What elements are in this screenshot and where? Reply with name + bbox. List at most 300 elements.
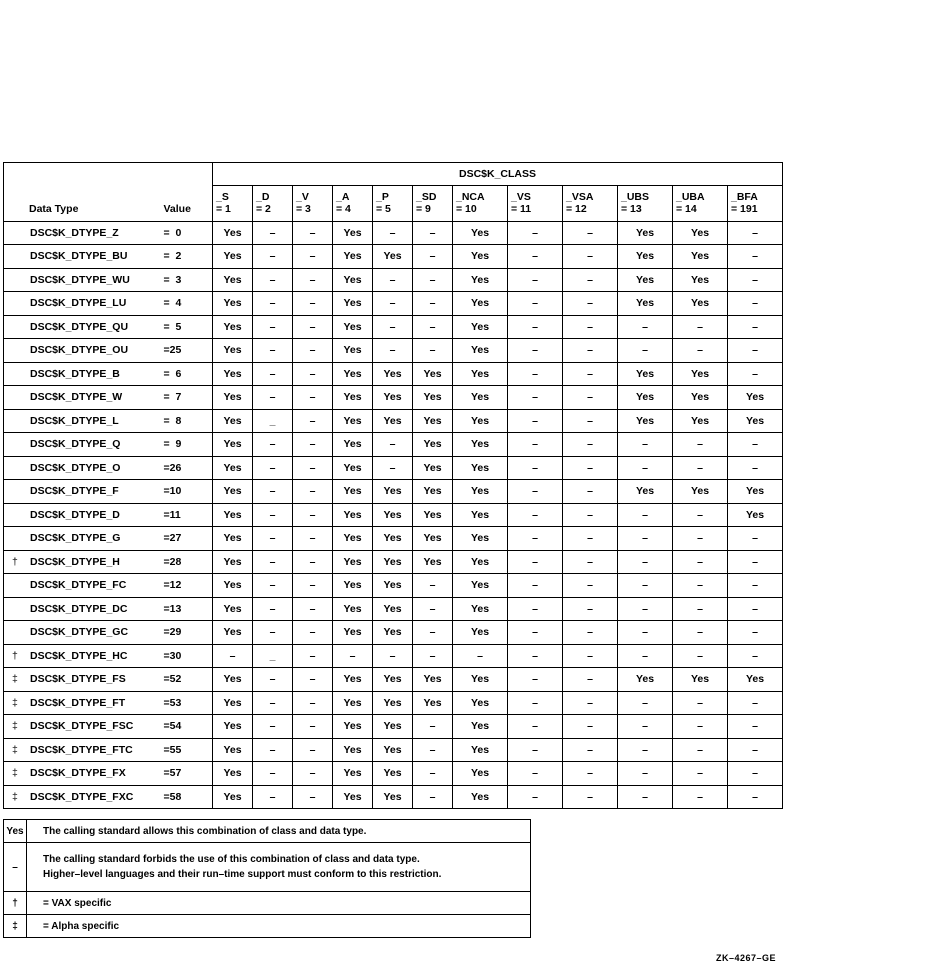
combination-cell: Yes: [673, 668, 728, 692]
combination-cell: Yes: [213, 785, 253, 809]
data-type-name: DSC$K_DTYPE_Q: [30, 438, 121, 451]
combination-cell: –: [673, 644, 728, 668]
data-type-name: DSC$K_DTYPE_L: [30, 414, 119, 427]
combination-cell: –: [293, 245, 333, 269]
combination-cell: –: [508, 668, 563, 692]
combination-cell: –: [618, 691, 673, 715]
combination-cell: –: [618, 715, 673, 739]
data-type-name: DSC$K_DTYPE_FSC: [30, 720, 134, 733]
combination-cell: Yes: [213, 550, 253, 574]
table-row: [4, 245, 783, 269]
class-name: _BFA: [731, 191, 758, 204]
combination-cell: –: [373, 339, 413, 363]
legend-line: = Alpha specific: [43, 920, 120, 932]
combination-cell: –: [373, 644, 413, 668]
combination-cell: –: [563, 668, 618, 692]
class-value: = 1: [216, 203, 231, 216]
table-row: [4, 339, 783, 363]
data-type-name: DSC$K_DTYPE_F: [30, 485, 119, 498]
combination-cell: –: [673, 597, 728, 621]
combination-cell: Yes: [333, 691, 373, 715]
combination-cell: –: [673, 433, 728, 457]
combination-cell: Yes: [213, 362, 253, 386]
combination-cell: Yes: [453, 386, 508, 410]
table-row: [4, 762, 783, 786]
combination-cell: Yes: [333, 221, 373, 245]
combination-cell: Yes: [673, 480, 728, 504]
table-row: [4, 738, 783, 762]
combination-cell: –: [563, 409, 618, 433]
table-row: [4, 785, 783, 809]
combination-cell: Yes: [373, 574, 413, 598]
combination-cell: –: [508, 574, 563, 598]
platform-mark: ‡: [12, 743, 18, 756]
table-row: [4, 221, 783, 245]
combination-cell: –: [508, 315, 563, 339]
class-header-vsa: [563, 186, 618, 222]
combination-cell: Yes: [373, 362, 413, 386]
combination-cell: Yes: [333, 715, 373, 739]
combination-cell: Yes: [453, 691, 508, 715]
legend-text: [27, 843, 531, 892]
class-header-s: [213, 186, 253, 222]
combination-cell: Yes: [333, 527, 373, 551]
data-type-name: DSC$K_DTYPE_H: [30, 555, 120, 568]
combination-cell: –: [413, 292, 453, 316]
legend-row: [4, 892, 531, 915]
class-name: _UBA: [676, 191, 705, 204]
combination-cell: –: [563, 644, 618, 668]
data-type-name: DSC$K_DTYPE_BU: [30, 250, 128, 263]
class-name: _UBS: [621, 191, 650, 204]
combination-cell: Yes: [618, 362, 673, 386]
data-type-cell: [4, 550, 164, 574]
combination-cell: Yes: [413, 386, 453, 410]
legend-text: [27, 820, 531, 843]
combination-cell: Yes: [333, 292, 373, 316]
combination-cell: –: [673, 503, 728, 527]
table-row: [4, 691, 783, 715]
combination-cell: Yes: [618, 668, 673, 692]
combination-cell: –: [508, 409, 563, 433]
data-type-value: = 8: [164, 409, 213, 433]
combination-cell: –: [563, 503, 618, 527]
combination-cell: Yes: [333, 503, 373, 527]
combination-cell: –: [728, 762, 783, 786]
combination-cell: –: [293, 644, 333, 668]
combination-cell: –: [373, 292, 413, 316]
combination-cell: –: [728, 292, 783, 316]
data-type-name: DSC$K_DTYPE_O: [30, 461, 121, 474]
combination-cell: Yes: [673, 221, 728, 245]
class-header-ubs: [618, 186, 673, 222]
combination-cell: –: [253, 386, 293, 410]
combination-cell: –: [563, 691, 618, 715]
data-type-cell: [4, 268, 164, 292]
combination-cell: _: [253, 644, 293, 668]
class-header-d: [253, 186, 293, 222]
data-type-value: =26: [164, 456, 213, 480]
combination-cell: Yes: [333, 456, 373, 480]
combination-cell: –: [253, 362, 293, 386]
combination-cell: –: [293, 268, 333, 292]
class-group-header: DSC$K_CLASS: [213, 163, 783, 186]
combination-cell: –: [508, 386, 563, 410]
combination-cell: –: [673, 762, 728, 786]
combination-cell: Yes: [373, 762, 413, 786]
combination-cell: –: [563, 292, 618, 316]
combination-cell: –: [293, 550, 333, 574]
data-type-cell: [4, 785, 164, 809]
combination-cell: –: [563, 386, 618, 410]
combination-cell: –: [253, 550, 293, 574]
combination-cell: –: [293, 503, 333, 527]
combination-cell: –: [673, 574, 728, 598]
combination-cell: –: [728, 715, 783, 739]
combination-cell: Yes: [453, 574, 508, 598]
combination-cell: –: [563, 715, 618, 739]
combination-cell: –: [728, 785, 783, 809]
legend-text: [27, 915, 531, 938]
data-type-value: =30: [164, 644, 213, 668]
platform-mark: †: [12, 555, 18, 568]
data-type-value: = 9: [164, 433, 213, 457]
data-type-name: DSC$K_DTYPE_G: [30, 532, 121, 545]
combination-cell: –: [563, 550, 618, 574]
combination-cell: –: [728, 315, 783, 339]
data-type-value: = 5: [164, 315, 213, 339]
combination-cell: –: [728, 268, 783, 292]
legend-symbol: ‡: [4, 915, 27, 938]
data-type-name: DSC$K_DTYPE_LU: [30, 297, 127, 310]
class-value: = 2: [256, 203, 271, 216]
combination-cell: Yes: [453, 315, 508, 339]
combination-cell: –: [253, 715, 293, 739]
combination-cell: –: [293, 738, 333, 762]
platform-mark: ‡: [12, 696, 18, 709]
class-name: _NCA: [456, 191, 485, 204]
combination-cell: Yes: [213, 315, 253, 339]
combination-cell: –: [618, 339, 673, 363]
combination-cell: Yes: [333, 738, 373, 762]
combination-cell: –: [563, 221, 618, 245]
combination-cell: –: [293, 527, 333, 551]
combination-cell: –: [563, 738, 618, 762]
platform-mark: ‡: [12, 790, 18, 803]
combination-cell: Yes: [453, 621, 508, 645]
platform-mark: ‡: [12, 673, 18, 686]
data-type-name: DSC$K_DTYPE_FC: [30, 579, 127, 592]
table-row: [4, 574, 783, 598]
data-type-cell: [4, 644, 164, 668]
combination-cell: Yes: [453, 715, 508, 739]
combination-cell: Yes: [213, 245, 253, 269]
data-type-cell: [4, 315, 164, 339]
combination-cell: –: [293, 386, 333, 410]
data-type-name: DSC$K_DTYPE_W: [30, 391, 123, 404]
combination-cell: Yes: [213, 527, 253, 551]
combination-cell: Yes: [453, 738, 508, 762]
combination-cell: Yes: [213, 480, 253, 504]
combination-cell: –: [673, 621, 728, 645]
data-type-cell: [4, 456, 164, 480]
data-type-name: DSC$K_DTYPE_Z: [30, 226, 119, 239]
combination-cell: –: [563, 597, 618, 621]
data-type-name: DSC$K_DTYPE_WU: [30, 273, 130, 286]
legend-row: [4, 915, 531, 938]
combination-cell: –: [253, 668, 293, 692]
platform-mark: †: [12, 649, 18, 662]
combination-cell: Yes: [728, 480, 783, 504]
data-type-cell: [4, 386, 164, 410]
combination-cell: Yes: [333, 386, 373, 410]
data-type-name: DSC$K_DTYPE_FT: [30, 696, 126, 709]
combination-cell: Yes: [373, 785, 413, 809]
combination-cell: Yes: [213, 762, 253, 786]
data-type-value: =57: [164, 762, 213, 786]
data-type-name: DSC$K_DTYPE_FTC: [30, 743, 133, 756]
combination-cell: –: [293, 433, 333, 457]
combination-cell: Yes: [453, 292, 508, 316]
combination-cell: –: [728, 339, 783, 363]
data-type-name: DSC$K_DTYPE_OU: [30, 344, 129, 357]
combination-cell: –: [253, 456, 293, 480]
data-type-name: DSC$K_DTYPE_FX: [30, 767, 126, 780]
combination-cell: –: [453, 644, 508, 668]
combination-cell: Yes: [333, 621, 373, 645]
data-type-name: DSC$K_DTYPE_QU: [30, 320, 129, 333]
combination-cell: –: [508, 268, 563, 292]
combination-cell: –: [253, 292, 293, 316]
class-name: _P: [376, 191, 389, 204]
combination-cell: –: [413, 315, 453, 339]
combination-cell: Yes: [413, 691, 453, 715]
data-type-cell: [4, 245, 164, 269]
combination-cell: –: [413, 574, 453, 598]
combination-cell: –: [373, 268, 413, 292]
combination-cell: Yes: [213, 691, 253, 715]
combination-cell: Yes: [213, 503, 253, 527]
table-row: [4, 456, 783, 480]
combination-cell: Yes: [333, 597, 373, 621]
combination-cell: –: [728, 574, 783, 598]
combination-cell: –: [673, 715, 728, 739]
combination-cell: –: [413, 268, 453, 292]
legend-symbol: †: [4, 892, 27, 915]
combination-cell: Yes: [333, 409, 373, 433]
combination-cell: –: [293, 221, 333, 245]
combination-cell: –: [253, 762, 293, 786]
combination-cell: –: [673, 456, 728, 480]
combination-cell: –: [213, 644, 253, 668]
class-value: = 4: [336, 203, 351, 216]
combination-cell: Yes: [413, 668, 453, 692]
data-type-value: = 4: [164, 292, 213, 316]
combination-cell: Yes: [413, 527, 453, 551]
class-header-bfa: [728, 186, 783, 222]
combination-cell: –: [728, 456, 783, 480]
class-value: = 3: [296, 203, 311, 216]
combination-cell: –: [728, 362, 783, 386]
combination-cell: –: [413, 621, 453, 645]
class-name: _VS: [511, 191, 531, 204]
combination-cell: Yes: [373, 527, 413, 551]
combination-cell: –: [508, 456, 563, 480]
combination-cell: –: [508, 527, 563, 551]
combination-cell: –: [293, 362, 333, 386]
combination-cell: –: [563, 785, 618, 809]
combination-cell: Yes: [618, 292, 673, 316]
legend-row: [4, 820, 531, 843]
combination-cell: Yes: [728, 668, 783, 692]
combination-cell: –: [563, 621, 618, 645]
data-type-name: DSC$K_DTYPE_HC: [30, 649, 128, 662]
combination-cell: –: [293, 339, 333, 363]
class-name: _A: [336, 191, 350, 204]
combination-cell: –: [508, 644, 563, 668]
combination-cell: –: [618, 315, 673, 339]
combination-cell: Yes: [213, 621, 253, 645]
legend-line: Higher–level languages and their run–time support must conform to this restriction.: [43, 869, 442, 880]
combination-cell: Yes: [373, 691, 413, 715]
combination-cell: –: [618, 621, 673, 645]
class-name: _SD: [416, 191, 437, 204]
table-row: [4, 550, 783, 574]
combination-cell: –: [673, 691, 728, 715]
combination-cell: Yes: [213, 597, 253, 621]
combination-cell: –: [253, 574, 293, 598]
combination-cell: –: [508, 550, 563, 574]
combination-cell: –: [563, 480, 618, 504]
combination-cell: Yes: [213, 574, 253, 598]
combination-cell: –: [508, 339, 563, 363]
combination-cell: –: [728, 433, 783, 457]
combination-cell: –: [618, 644, 673, 668]
data-type-cell: [4, 574, 164, 598]
combination-cell: –: [618, 574, 673, 598]
class-value: = 11: [511, 203, 532, 216]
combination-cell: Yes: [373, 480, 413, 504]
table-row: [4, 527, 783, 551]
legend-line: = VAX specific: [43, 897, 112, 909]
data-type-value: =12: [164, 574, 213, 598]
combination-cell: Yes: [618, 480, 673, 504]
data-type-value: =53: [164, 691, 213, 715]
combination-cell: –: [373, 456, 413, 480]
table-row: [4, 409, 783, 433]
class-header-sd: [413, 186, 453, 222]
combination-cell: –: [508, 691, 563, 715]
combination-cell: –: [253, 268, 293, 292]
data-type-cell: [4, 480, 164, 504]
data-type-cell: [4, 738, 164, 762]
table-row: [4, 644, 783, 668]
combination-cell: Yes: [673, 245, 728, 269]
data-type-value: = 0: [164, 221, 213, 245]
combination-cell: Yes: [333, 362, 373, 386]
combination-cell: –: [728, 738, 783, 762]
combination-cell: –: [508, 738, 563, 762]
combination-cell: –: [508, 785, 563, 809]
combination-cell: Yes: [213, 409, 253, 433]
combination-cell: –: [508, 292, 563, 316]
combination-cell: –: [373, 433, 413, 457]
class-value: = 191: [731, 203, 758, 216]
combination-cell: –: [728, 527, 783, 551]
combination-cell: Yes: [453, 480, 508, 504]
combination-cell: –: [253, 221, 293, 245]
combination-cell: –: [508, 362, 563, 386]
combination-cell: –: [618, 503, 673, 527]
combination-cell: –: [253, 621, 293, 645]
data-type-cell: [4, 668, 164, 692]
combination-cell: Yes: [728, 503, 783, 527]
combination-cell: –: [508, 715, 563, 739]
combination-cell: Yes: [453, 762, 508, 786]
combination-cell: –: [253, 738, 293, 762]
combination-cell: –: [293, 762, 333, 786]
combination-cell: –: [293, 574, 333, 598]
combination-cell: –: [413, 785, 453, 809]
combination-cell: –: [508, 597, 563, 621]
table-row: [4, 503, 783, 527]
combination-cell: Yes: [413, 456, 453, 480]
combination-cell: –: [618, 550, 673, 574]
combination-cell: Yes: [453, 550, 508, 574]
combination-cell: –: [253, 339, 293, 363]
table-row: [4, 597, 783, 621]
legend-line: The calling standard allows this combination of class and data type.: [43, 825, 367, 837]
combination-cell: –: [728, 221, 783, 245]
data-type-value: = 3: [164, 268, 213, 292]
combination-cell: Yes: [333, 433, 373, 457]
legend-text: [27, 892, 531, 915]
data-type-value: =10: [164, 480, 213, 504]
combination-cell: Yes: [333, 339, 373, 363]
class-header-a: [333, 186, 373, 222]
combination-cell: Yes: [673, 409, 728, 433]
combination-cell: Yes: [453, 433, 508, 457]
combination-cell: –: [618, 785, 673, 809]
combination-cell: Yes: [213, 738, 253, 762]
combination-cell: –: [618, 762, 673, 786]
combination-cell: Yes: [673, 386, 728, 410]
combination-cell: Yes: [373, 738, 413, 762]
class-value: = 14: [676, 203, 697, 216]
data-type-cell: [4, 292, 164, 316]
legend-row: [4, 843, 531, 892]
data-type-cell: [4, 362, 164, 386]
combination-cell: Yes: [373, 621, 413, 645]
combination-cell: Yes: [673, 362, 728, 386]
combination-cell: Yes: [333, 268, 373, 292]
combination-cell: –: [618, 433, 673, 457]
combination-cell: Yes: [333, 762, 373, 786]
data-type-value: =54: [164, 715, 213, 739]
table-row: [4, 315, 783, 339]
combination-cell: –: [293, 691, 333, 715]
combination-cell: Yes: [213, 292, 253, 316]
class-value: = 12: [566, 203, 587, 216]
combination-cell: –: [563, 362, 618, 386]
legend-line: The calling standard forbids the use of this combination of class and data type.: [43, 854, 420, 865]
combination-cell: –: [413, 597, 453, 621]
data-type-cell: [4, 433, 164, 457]
combination-cell: Yes: [453, 339, 508, 363]
combination-cell: –: [728, 245, 783, 269]
combination-cell: Yes: [213, 268, 253, 292]
combination-cell: Yes: [453, 221, 508, 245]
